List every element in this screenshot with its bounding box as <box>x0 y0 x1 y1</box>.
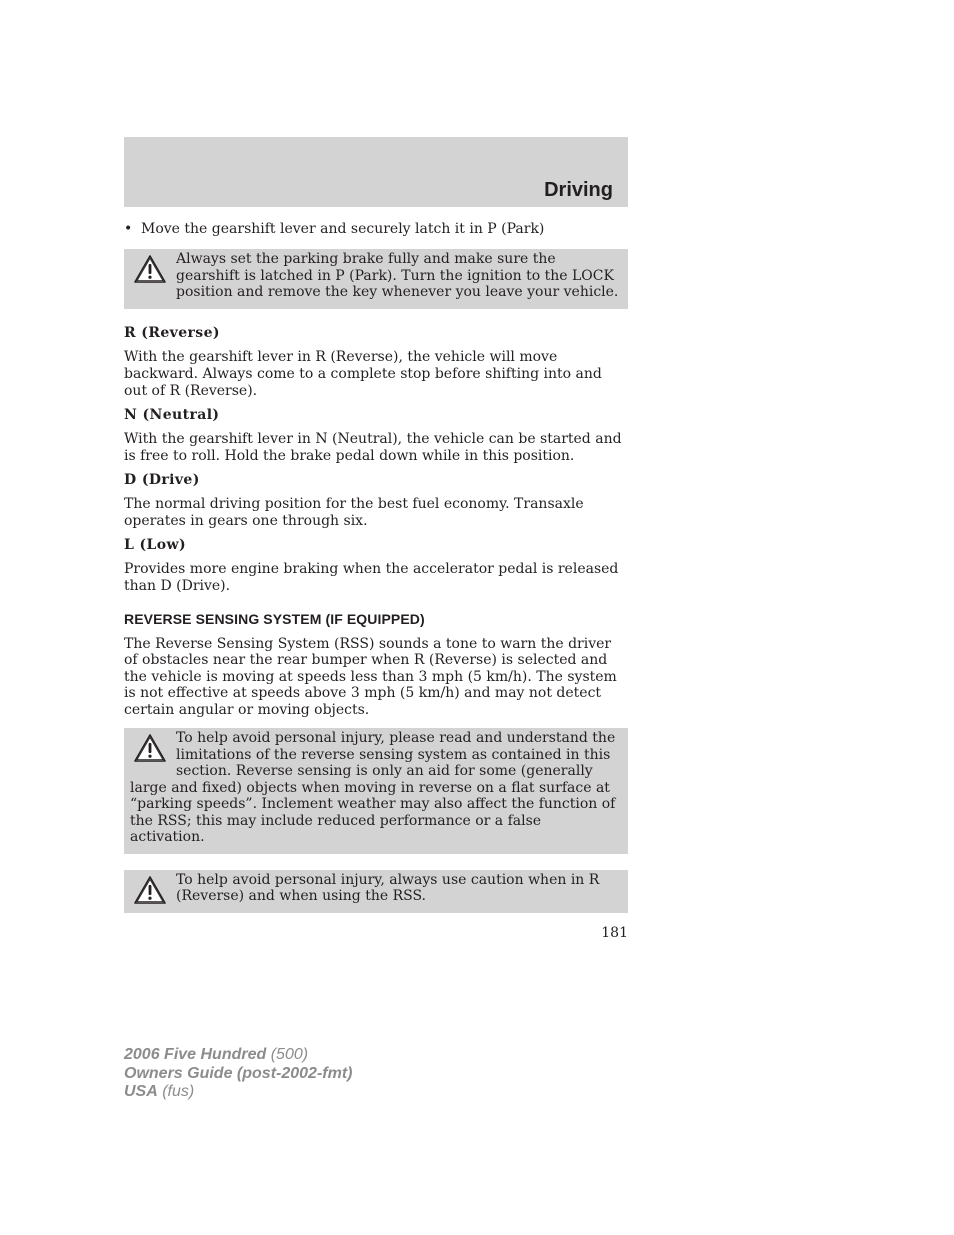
bullet-item <box>124 221 628 238</box>
text-low: Provides more engine braking when the accelerator pedal is released than D (Drive). <box>124 560 619 594</box>
footer-line-market <box>124 1083 352 1102</box>
footer-market-code: (fus) <box>157 1083 195 1100</box>
footer-guide-name: Owners Guide (post-2002-fmt) <box>124 1064 353 1082</box>
text-rss: The Reverse Sensing System (RSS) sounds a tone to warn the driver of obstacles near the rear bumper when R (Reverse) is selected and the vehicle is moving at speeds less than 3 mph (5 km/h). The system is not effective at speeds above 3 mph (5 km/h) and may not detect certain angular or moving objects. <box>124 635 617 718</box>
text-reverse: With the gearshift lever in R (Reverse), the vehicle will move backward. Always come to a complete stop before shifting into and out of R (Reverse). <box>124 348 602 399</box>
text-neutral: With the gearshift lever in N (Neutral), the vehicle can be started and is free to roll. Hold the brake pedal down while in this position. <box>124 430 622 464</box>
bullet-dot: • <box>124 221 133 237</box>
heading-drive: D (Drive) <box>124 471 200 488</box>
warning-triangle-icon <box>133 254 167 284</box>
warning-triangle-icon <box>133 875 167 905</box>
heading-low: L (Low) <box>124 536 186 553</box>
warning-text: Always set the parking brake fully and make sure the gearshift is latched in P (Park). Turn the ignition to the LOCK position and remove the key whenever you leave your vehicle. <box>176 251 619 300</box>
footer-model-code: (500) <box>266 1046 309 1063</box>
warning-triangle-icon <box>133 733 167 763</box>
bullet-text: Move the gearshift lever and securely latch it in P (Park) <box>141 221 545 237</box>
document-footer <box>124 1046 352 1102</box>
footer-market: USA <box>124 1083 158 1100</box>
heading-rss: REVERSE SENSING SYSTEM (IF EQUIPPED) <box>124 610 425 627</box>
warning-text: To help avoid personal injury, please read and understand the limitations of the reverse sensing system as contained in this section. Reverse sensing is only an aid for some (generally large and fixed) objects when moving in reverse on a flat surface at “parking speeds”. Inclement weather may also affect the function of the RSS; this may include reduced performance or a false activation. <box>130 730 616 846</box>
page-number: 181 <box>601 925 628 941</box>
heading-neutral: N (Neutral) <box>124 406 220 423</box>
footer-line-model <box>124 1046 352 1065</box>
text-drive: The normal driving position for the best fuel economy. Transaxle operates in gears one through six. <box>124 495 584 529</box>
warning-text: To help avoid personal injury, always use caution when in R (Reverse) and when using the RSS. <box>176 871 600 905</box>
section-title: Driving <box>544 179 613 201</box>
warning-box-rss-limitations <box>124 728 628 854</box>
warning-box-parking <box>124 249 628 309</box>
heading-reverse: R (Reverse) <box>124 324 220 341</box>
page-content <box>124 221 628 929</box>
footer-model-name: 2006 Five Hundred <box>124 1046 267 1063</box>
footer-line-guide <box>124 1065 352 1084</box>
warning-box-rss-caution <box>124 870 628 913</box>
section-header-band <box>124 137 628 207</box>
